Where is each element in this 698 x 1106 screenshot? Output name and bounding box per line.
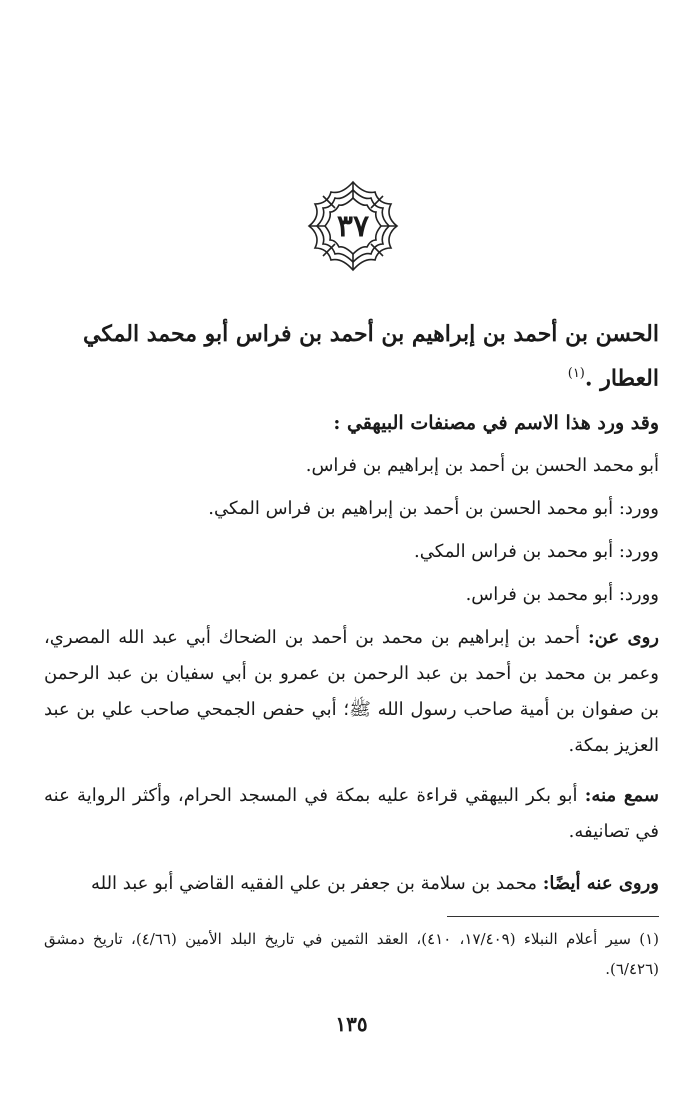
narrated-from-text: أحمد بن إبراهيم بن محمد بن أحمد بن الضحاك أبي عبد الله المصري، وعمر بن محمد بن أحمد بن عبد الرحمن بن عمرو بن أبي سفيان بن عبد الرحمن بن صفوان بن أمية صاحب رسول الله ﷺ؛ أبي حفص الجمحي صاحب علي بن عبد العزيز بمكة. [44,627,659,756]
narrated-from-paragraph [44,620,659,764]
occurrences-heading: وقد ورد هذا الاسم في مصنفات البيهقي : [333,412,659,434]
also-narrated-paragraph [44,866,659,902]
name-form-2: وورد: أبو محمد الحسن بن أحمد بن إبراهيم بن فراس المكي. [208,498,659,519]
also-narrated-label: وروى عنه أيضًا: [542,873,659,894]
biography-title [44,314,659,398]
name-form-1: أبو محمد الحسن بن أحمد بن إبراهيم بن فراس. [305,455,659,476]
biography-title-text: الحسن بن أحمد بن إبراهيم بن أحمد بن فراس أبو محمد المكي العطار . [83,321,659,392]
heard-from-him-text: أبو بكر البيهقي قراءة عليه بمكة في المسجد الحرام، وأكثر الرواية عنه في تصانيفه. [44,785,659,842]
also-narrated-text: محمد بن سلامة بن جعفر بن علي الفقيه القاضي أبو عبد الله [90,873,537,894]
book-page [44,0,659,1106]
name-form-3: وورد: أبو محمد بن فراس المكي. [414,541,659,562]
biography-number-ornament [303,176,403,276]
narrated-from-label: روى عن: [587,627,660,648]
heard-from-him-paragraph [44,778,659,850]
footnote: (١) سير أعلام النبلاء (١٧/٤٠٩، ٤١٠)، العقد الثمين في تاريخ البلد الأمين (٤/٦٦)، تاريخ دمشق (٦/٤٢٦). [44,930,660,978]
heard-from-him-label: سمع منه: [584,785,659,806]
page-number: ١٣٥ [335,1012,368,1036]
name-form-4: وورد: أبو محمد بن فراس. [465,584,659,605]
footnote-separator [447,916,659,917]
footnote-reference: (١) [567,366,585,381]
biography-number: ٣٧ [336,208,370,244]
